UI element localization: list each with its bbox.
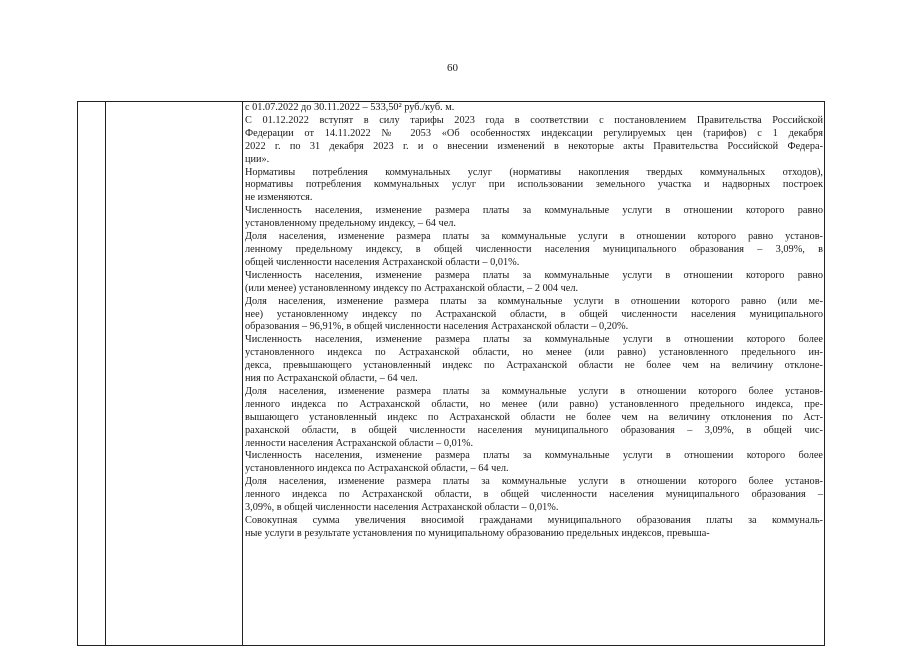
text-line: ции». bbox=[245, 153, 270, 165]
text-line: ленности населения Астраханской области – 0,01%. bbox=[245, 437, 474, 449]
text-line: Доля населения, изменение размера платы за коммунальные услуги в отношении которого равно установ- bbox=[245, 231, 823, 243]
paragraph bbox=[245, 270, 823, 296]
text-line: 2022 г. по 31 декабря 2023 г. и о внесении изменений в некоторые акты Правительства Российской Федера- bbox=[245, 140, 823, 152]
paragraph bbox=[245, 231, 823, 270]
text-line: Нормативы потребления коммунальных услуг (нормативы накопления твердых коммунальных отходов), bbox=[245, 166, 823, 178]
text-line: с 01.07.2022 до 30.11.2022 – 533,50² руб./куб. м. bbox=[245, 102, 455, 113]
text-line: ные услуги в результате установления по муниципальному образованию предельных индексов, превыша- bbox=[245, 527, 710, 539]
text-line: ния по Астраханской области, – 64 чел. bbox=[245, 373, 418, 385]
paragraph bbox=[245, 115, 823, 167]
text-line: вышающего установленный индекс по Астраханской области не более чем на величину отклонения по Аст- bbox=[245, 411, 823, 423]
document-text-cell bbox=[245, 102, 823, 541]
page-number: 60 bbox=[447, 62, 458, 74]
text-line: Численность населения, изменение размера платы за коммунальные услуги в отношении которого более bbox=[245, 334, 823, 346]
paragraph bbox=[245, 476, 823, 515]
paragraph bbox=[245, 205, 823, 231]
text-line: (или менее) установленному индексу по Астраханской области, – 2 004 чел. bbox=[245, 282, 579, 294]
text-line: не изменяются. bbox=[245, 192, 313, 204]
text-line: ленному предельному индексу, в общей численности населения муниципального образования – 3,09%, в bbox=[245, 243, 823, 255]
text-line: Совокупная сумма увеличения вносимой гражданами муниципального образования платы за коммуналь- bbox=[245, 515, 823, 526]
paragraph bbox=[245, 334, 823, 386]
text-line: раханской области, в общей численности населения муниципального образования – 3,09%, в общей чис- bbox=[245, 424, 823, 436]
text-line: декса, превышающего установленный индекс по Астраханской области не более чем на величину отклоне- bbox=[245, 360, 823, 372]
text-line: нее) установленному индексу по Астраханской области, в общей численности населения муниципального bbox=[245, 308, 823, 320]
paragraph bbox=[245, 515, 823, 541]
text-line: Численность населения, изменение размера платы за коммунальные услуги в отношении которого равно bbox=[245, 269, 823, 281]
text-line: образования – 96,91%, в общей численности населения Астраханской области – 0,20%. bbox=[245, 321, 629, 333]
paragraph bbox=[245, 296, 823, 335]
text-line: Численность населения, изменение размера платы за коммунальные услуги в отношении которого равно bbox=[245, 205, 823, 217]
text-line: нормативы потребления коммунальных услуг при использовании земельного участка и надворных построек bbox=[245, 179, 823, 191]
paragraph bbox=[245, 450, 823, 476]
text-line: Федерации от 14.11.2022 № 2053 «Об особенностях индексации регулируемых цен (тарифов) с 1 декабря bbox=[245, 127, 823, 139]
text-line: С 01.12.2022 вступят в силу тарифы 2023 года в соответствии с постановлением Правительства Российской bbox=[245, 114, 823, 126]
column-divider-1 bbox=[105, 102, 106, 645]
column-divider-2 bbox=[242, 102, 243, 645]
text-line: Доля населения, изменение размера платы за коммунальные услуги в отношении которого более установ- bbox=[245, 385, 823, 397]
text-line: Доля населения, изменение размера платы за коммунальные услуги в отношении которого более установ- bbox=[245, 476, 823, 488]
text-line: Численность населения, изменение размера платы за коммунальные услуги в отношении которого более bbox=[245, 450, 823, 462]
paragraph bbox=[245, 386, 823, 451]
text-line: 3,09%, в общей численности населения Астраханской области – 0,01%. bbox=[245, 502, 559, 514]
text-line: установленного индекса по Астраханской области, – 64 чел. bbox=[245, 463, 509, 475]
paragraph bbox=[245, 167, 823, 206]
text-line: общей численности населения Астраханской области – 0,01%. bbox=[245, 256, 520, 268]
text-line: установленного индекса по Астраханской области, но менее (или равно) установленного предельного ин- bbox=[245, 347, 823, 359]
text-line: установленному предельному индексу, – 64 чел. bbox=[245, 218, 456, 230]
text-line: ленного индекса по Астраханской области, но менее (или равно) установленного предельного индекса, пре- bbox=[245, 398, 823, 410]
text-line: ленного индекса по Астраханской области, в общей численности населения муниципального образования – bbox=[245, 489, 823, 501]
paragraph bbox=[245, 102, 823, 115]
text-line: Доля населения, изменение размера платы за коммунальные услуги в отношении которого равно (или ме- bbox=[245, 295, 823, 307]
